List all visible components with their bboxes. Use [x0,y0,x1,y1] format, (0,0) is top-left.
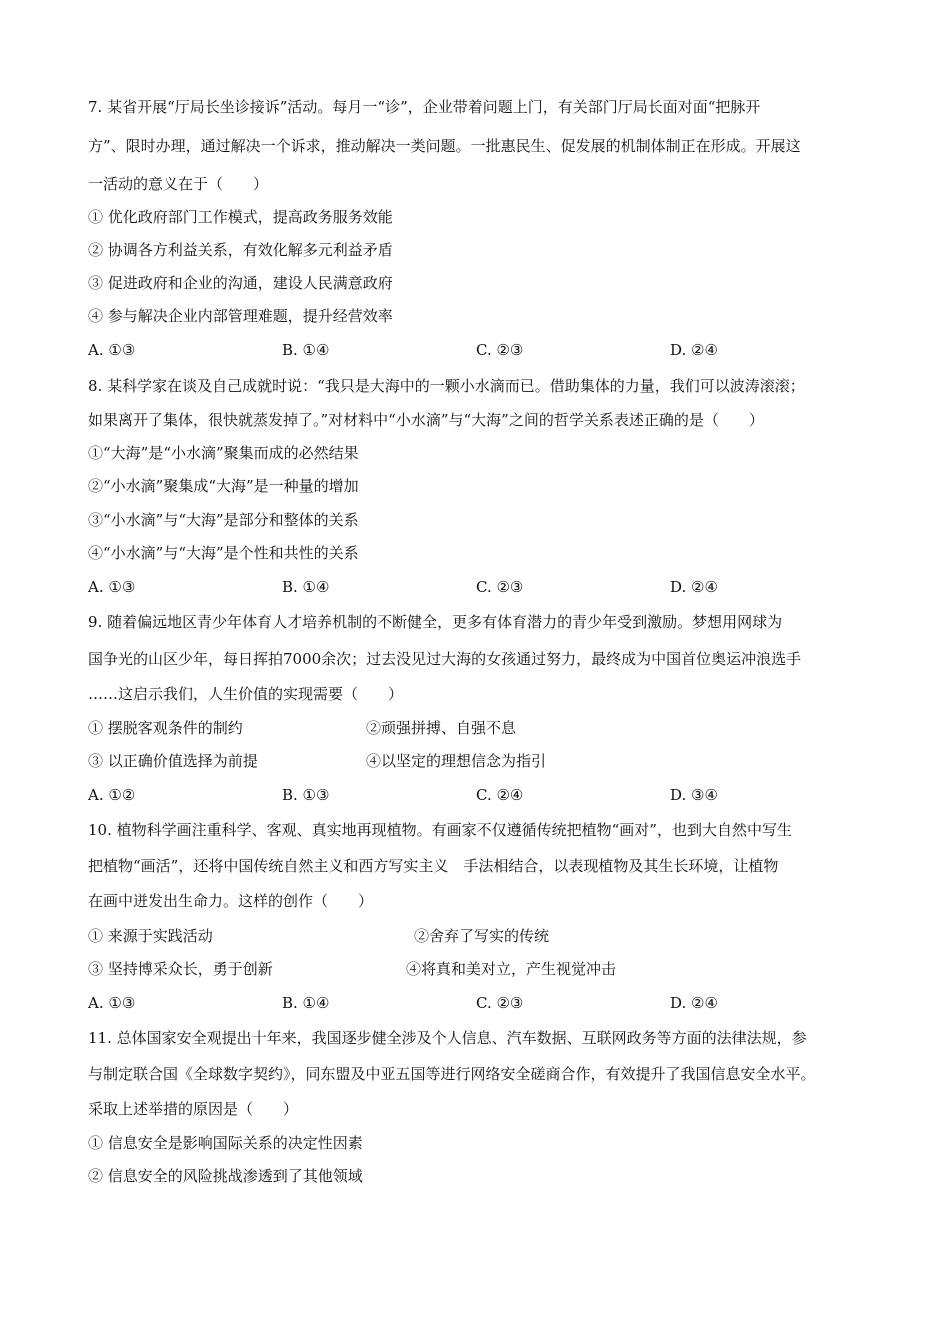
question-7-option-1: ① 优化政府部门工作模式，提高政务服务效能 [88,208,393,226]
question-11-line-3: 采取上述举措的原因是（ ） [88,1100,299,1118]
question-11-line-1: 11. 总体国家安全观提出十年来，我国逐步健全涉及个人信息、汽车数据、互联网政务等方面的法律法规，参 [88,1029,807,1047]
question-8-answer-c: C. ②③ [476,578,524,596]
question-8-option-3: ③“小水滴”与“大海”是部分和整体的关系 [88,511,359,529]
question-9-line-1: 9. 随着偏远地区青少年体育人才培养机制的不断健全，更多有体育潜力的青少年受到激励。梦想用网球为 [88,613,783,631]
question-10-option-3: ③ 坚持博采众长，勇于创新 [88,960,273,978]
question-9-option-2: ②顽强拼搏、自强不息 [366,719,517,737]
question-7-answer-d: D. ②④ [670,341,718,359]
question-9-option-1: ① 摆脱客观条件的制约 [88,719,243,737]
question-7-line-2: 方”、限时办理，通过解决一个诉求，推动解决一类问题。一批惠民生、促发展的机制体制正在形成。开展这 [88,137,801,155]
question-9-option-4: ④以坚定的理想信念为指引 [366,752,547,770]
question-8-line-1: 8. 某科学家在谈及自己成就时说：“我只是大海中的一颗小水滴而已。借助集体的力量，我们可以波涛滚滚； [88,377,805,395]
question-8-answer-a: A. ①③ [88,578,136,596]
question-10-line-2: 把植物“画活”，还将中国传统自然主义和西方写实主义 手法相结合，以表现植物及其生长环境，让植物 [88,857,779,875]
question-7-option-3: ③ 促进政府和企业的沟通，建设人民满意政府 [88,274,393,292]
question-8-option-1: ①“大海”是“小水滴”聚集而成的必然结果 [88,444,359,462]
question-10-answer-a: A. ①③ [88,994,136,1012]
question-9-answer-a: A. ①② [88,786,136,804]
question-10-answer-b: B. ①④ [282,994,330,1012]
question-11-line-2: 与制定联合国《全球数字契约》，同东盟及中亚五国等进行网络安全磋商合作，有效提升了我国信息安全水平。 [88,1065,816,1083]
question-7-option-4: ④ 参与解决企业内部管理难题，提升经营效率 [88,307,393,325]
question-10-answer-d: D. ②④ [670,994,718,1012]
question-7-answer-c: C. ②③ [476,341,524,359]
question-9-answer-c: C. ②④ [476,786,524,804]
question-7-answer-b: B. ①④ [282,341,330,359]
question-10-option-1: ① 来源于实践活动 [88,927,213,945]
question-9-line-2: 国争光的山区少年，每日挥拍7000余次；过去没见过大海的女孩通过努力，最终成为中国首位奥运冲浪选手 [88,650,802,668]
question-9-option-3: ③ 以正确价值选择为前提 [88,752,258,770]
question-10-line-1: 10. 植物科学画注重科学、客观、真实地再现植物。有画家不仅遵循传统把植物“画对”，也到大自然中写生 [88,821,792,839]
question-11-option-1: ① 信息安全是影响国际关系的决定性因素 [88,1134,363,1152]
question-7-line-3: 一活动的意义在于（ ） [88,175,269,193]
question-10-option-2: ②舍弃了写实的传统 [414,927,550,945]
question-11-option-2: ② 信息安全的风险挑战渗透到了其他领域 [88,1167,363,1185]
question-8-line-2: 如果离开了集体，很快就蒸发掉了。”对材料中“小水滴”与“大海”之间的哲学关系表述正确的是（ ） [88,411,764,429]
question-8-option-2: ②“小水滴”聚集成“大海”是一种量的增加 [88,477,359,495]
question-8-answer-b: B. ①④ [282,578,330,596]
question-9-answer-d: D. ③④ [670,786,718,804]
question-9-line-3: ……这启示我们，人生价值的实现需要（ ） [88,685,404,703]
question-10-answer-c: C. ②③ [476,994,524,1012]
question-10-option-4: ④将真和美对立，产生视觉冲击 [406,960,617,978]
question-8-option-4: ④“小水滴”与“大海”是个性和共性的关系 [88,544,359,562]
question-7-answer-a: A. ①③ [88,341,136,359]
question-10-line-3: 在画中迸发出生命力。这样的创作（ ） [88,892,374,910]
question-9-answer-b: B. ①③ [282,786,330,804]
question-7-option-2: ② 协调各方利益关系，有效化解多元利益矛盾 [88,241,393,259]
question-7-line-1: 7. 某省开展“厅局长坐诊接诉”活动。每月一“诊”，企业带着问题上门，有关部门厅局长面对面“把脉开 [88,98,761,116]
question-8-answer-d: D. ②④ [670,578,718,596]
